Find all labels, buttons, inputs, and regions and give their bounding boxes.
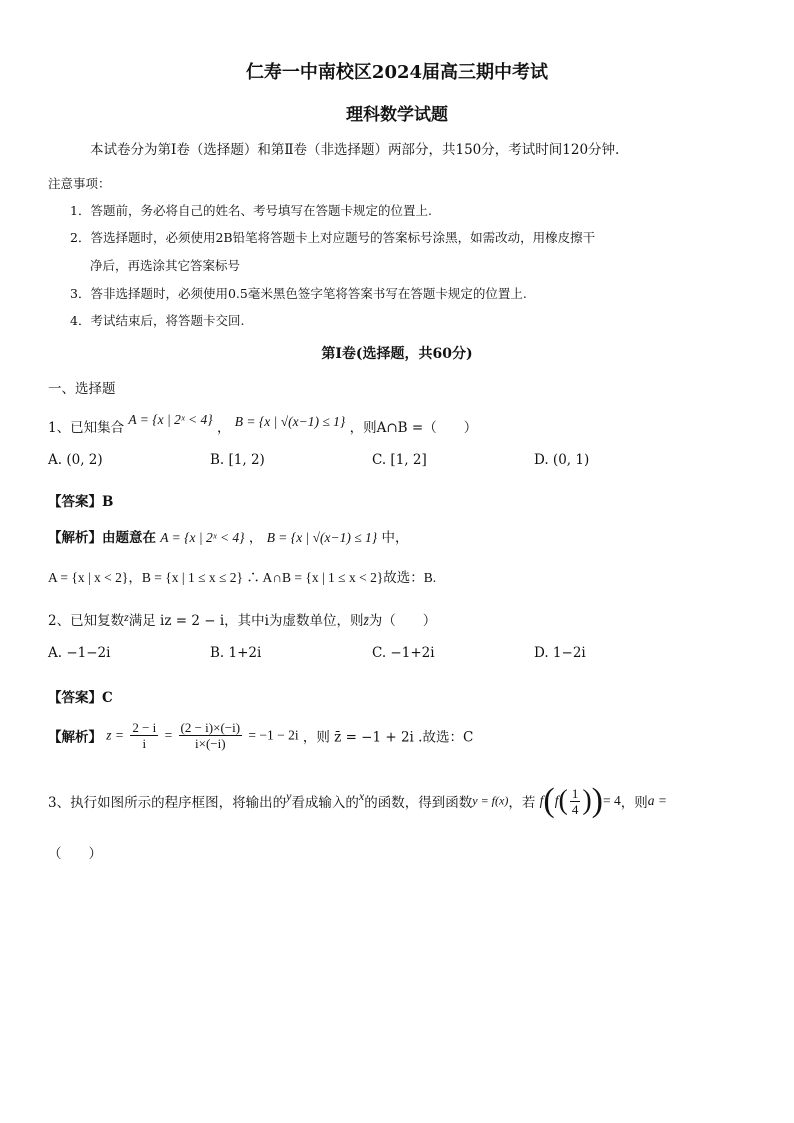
q3-eq4: = 4 (602, 793, 621, 808)
section-title: 第Ⅰ卷(选择题，共60分) (321, 346, 473, 362)
notice-item-2: 2．答选择题时，必须使用2B铅笔将答题卡上对应题号的答案标号涂黑，如需改动，用橡皮擦干 (70, 230, 596, 245)
q2-stem-a: 2、已知复数 (48, 613, 125, 629)
q3-paren-open-outer: ( (543, 782, 555, 819)
q2-equals: = (164, 727, 173, 743)
q2-var-z: z (124, 610, 129, 624)
q2-analysis-z: z = (106, 727, 125, 743)
q3-stem-c: 的函数，得到函数 (364, 795, 473, 811)
q3-fraction-den: 4 (571, 801, 579, 817)
q3-blank: （ ） (48, 846, 102, 862)
q1-analysis-set-b: B = {x | √(x−1) ≤ 1} (266, 530, 378, 545)
q3-fraction-num: 1 (571, 785, 579, 801)
q1-option-b: B. [1, 2) (210, 452, 265, 468)
q1-analysis-line2: A = {x | x < 2}，B = {x | 1 ≤ x ≤ 2} ∴ A∩B = {x | 1 ≤ x < 2}故选：B. (48, 570, 437, 585)
q3-fraction (570, 786, 581, 817)
notice-item-3: 3．答非选择题时，必须使用0.5毫米黑色签字笔将答案书写在答题卡规定的位置上. (70, 286, 527, 301)
q3-func: y = f(x) (472, 793, 509, 808)
question-3-stem (48, 782, 667, 820)
q2-option-c: C. −1+2i (372, 645, 435, 661)
q1-option-c: C. [1, 2] (372, 452, 427, 468)
notice-label: 注意事项： (48, 176, 111, 191)
q2-fraction-1-num: 2 − i (132, 720, 157, 735)
q3-paren-close-inner: ) (582, 785, 592, 816)
q2-fraction-2-den: i×(−i) (195, 736, 226, 751)
q1-analysis-line1 (48, 526, 409, 546)
q2-analysis-prefix: 【解析】 (48, 729, 102, 746)
question-1-stem (48, 412, 478, 436)
q1-option-a: A. (0, 2) (48, 452, 103, 468)
q2-stem-c: 为（ ） (368, 613, 437, 629)
q2-analysis-suffix: ，则 z̄ = −1 + 2i .故选：C (302, 729, 474, 746)
q2-fraction-2 (179, 720, 243, 751)
q1-option-d: D. (0, 1) (534, 452, 590, 468)
q1-analysis-prefix: 【解析】由题意在 (48, 530, 156, 546)
q2-fraction-1-den: i (142, 736, 147, 751)
q1-set-a: A = {x | 2ˣ < 4} (128, 412, 213, 427)
q1-answer: 【答案】B (48, 494, 114, 510)
q1-analysis-set-a: A = {x | 2ˣ < 4} (160, 530, 245, 545)
q2-option-a: A. −1−2i (48, 645, 111, 661)
notice-item-1: 1．答题前，务必将自己的姓名、考号填写在答题卡规定的位置上. (70, 203, 432, 218)
q3-var-y: y (286, 788, 292, 803)
q3-a-eq: a = (647, 793, 667, 808)
q1-comma: ， (216, 420, 231, 436)
part-label: 一、选择题 (48, 381, 116, 397)
q3-stem-e: ，则 (620, 795, 648, 811)
q3-f-inner: f (554, 793, 559, 808)
q3-paren-close-outer: ) (591, 782, 603, 819)
q3-stem-d: ，若 (508, 795, 536, 811)
q2-result: = −1 − 2i (248, 727, 299, 743)
q1-suffix: ，则A∩B =（ ） (349, 420, 478, 436)
q2-fraction-2-num: (2 − i)×(−i) (180, 720, 241, 735)
q3-stem-b: 看成输入的 (291, 795, 359, 811)
q3-stem-a: 3、执行如图所示的程序框图，将输出的 (48, 795, 287, 811)
exam-subtitle: 理科数学试题 (346, 105, 448, 125)
q2-answer: 【答案】C (48, 690, 113, 706)
q2-fraction-1 (130, 720, 158, 751)
q1-prefix: 1、已知集合 (48, 420, 125, 436)
q1-set-b: B = {x | √(x−1) ≤ 1} (234, 414, 346, 429)
notice-item-4: 4．考试结束后，将答题卡交回. (70, 313, 245, 328)
q1-analysis-suffix: 中， (381, 530, 409, 546)
q3-f-outer: f (539, 793, 544, 808)
q3-paren-open-inner: ( (558, 785, 568, 816)
q1-analysis-mid: ， (248, 530, 263, 546)
question-2-stem (48, 609, 436, 629)
q2-option-d: D. 1−2i (534, 645, 586, 661)
q2-analysis (48, 720, 473, 751)
q2-option-b: B. 1+2i (210, 645, 262, 661)
q3-var-x: x (358, 788, 365, 803)
exam-title: 仁寿一中南校区2024届高三期中考试 (245, 62, 549, 83)
q2-var-zbar: z̄ (363, 613, 369, 628)
exam-intro: 本试卷分为第Ⅰ卷（选择题）和第Ⅱ卷（非选择题）两部分，共150分，考试时间120分钟. (90, 142, 620, 158)
q2-stem-b: 满足 iz = 2 − i，其中i为虚数单位，则 (128, 613, 364, 629)
notice-item-2-cont: 净后，再选涂其它答案标号 (90, 258, 241, 273)
